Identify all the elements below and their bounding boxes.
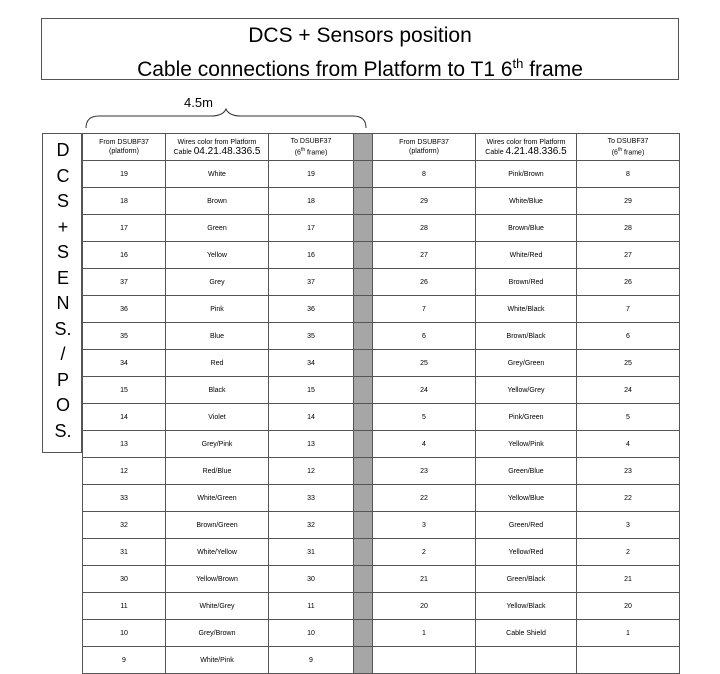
cell-to-pin-right: 4 [577,431,680,458]
cell-from-pin-right: 6 [373,323,476,350]
cell-wire-color-left: Brown/Green [166,512,269,539]
cell-to-pin-right: 28 [577,215,680,242]
cell-wire-color-left: White/Grey [166,593,269,620]
cell-from-pin-right: 2 [373,539,476,566]
cell-to-pin-left: 17 [269,215,354,242]
cell-from-pin-right: 1 [373,620,476,647]
cell-wire-color-left: Grey [166,269,269,296]
cell-to-pin-right: 23 [577,458,680,485]
cell-wire-color-right: Green/Red [476,512,577,539]
separator-cell [354,593,373,620]
table-header-row [83,134,680,161]
cell-from-pin-right: 3 [373,512,476,539]
cell-from-pin-right: 25 [373,350,476,377]
separator-cell [354,296,373,323]
cell-to-pin-right: 21 [577,566,680,593]
cell-from-pin-left: 30 [83,566,166,593]
table-row [83,566,680,593]
cell-to-pin-right: 8 [577,161,680,188]
cell-from-pin-left: 34 [83,350,166,377]
vertical-label-letter: N [56,293,70,313]
cell-from-pin-left: 13 [83,431,166,458]
cell-from-pin-right: 27 [373,242,476,269]
cell-wire-color-left: Pink [166,296,269,323]
cell-from-pin-right [373,647,476,674]
cell-from-pin-left: 10 [83,620,166,647]
cell-wire-color-right: Brown/Blue [476,215,577,242]
cell-from-pin-right: 28 [373,215,476,242]
cell-to-pin-right: 26 [577,269,680,296]
cell-from-pin-right: 4 [373,431,476,458]
separator-cell [354,620,373,647]
cell-to-pin-right: 25 [577,350,680,377]
vertical-label-letter: O [55,395,70,415]
header-to-right: To DSUBF37 (6th frame) [577,134,680,161]
cell-wire-color-right: Yellow/Red [476,539,577,566]
cell-wire-color-right [476,647,577,674]
cell-wire-color-right: Grey/Green [476,350,577,377]
cell-from-pin-right: 21 [373,566,476,593]
cell-wire-color-right: Yellow/Pink [476,431,577,458]
cell-from-pin-left: 17 [83,215,166,242]
cell-to-pin-right: 6 [577,323,680,350]
separator-cell [354,566,373,593]
cell-to-pin-right [577,647,680,674]
cell-from-pin-left: 9 [83,647,166,674]
vertical-label-letter: S. [54,420,72,441]
vertical-label-letter: S. [54,318,72,339]
cell-to-pin-left: 33 [269,485,354,512]
cell-from-pin-left: 14 [83,404,166,431]
vertical-label [42,133,82,453]
cell-wire-color-right: Brown/Black [476,323,577,350]
table-row [83,647,680,674]
cell-to-pin-right: 7 [577,296,680,323]
cell-wire-color-left: Blue [166,323,269,350]
cell-to-pin-left: 13 [269,431,354,458]
cell-wire-color-right: Green/Black [476,566,577,593]
separator-cell [354,215,373,242]
separator-column [354,134,373,161]
cell-from-pin-left: 15 [83,377,166,404]
cell-to-pin-left: 34 [269,350,354,377]
cell-from-pin-left: 37 [83,269,166,296]
cell-from-pin-left: 16 [83,242,166,269]
table-row [83,296,680,323]
separator-cell [354,188,373,215]
vertical-label-letter: E [56,267,69,288]
cell-to-pin-right: 3 [577,512,680,539]
cell-from-pin-right: 20 [373,593,476,620]
cable-table [82,133,680,674]
table-row [83,404,680,431]
cell-wire-color-left: Green [166,215,269,242]
cell-from-pin-right: 26 [373,269,476,296]
table-row [83,512,680,539]
cell-wire-color-left: White [166,161,269,188]
cell-wire-color-right: White/Blue [476,188,577,215]
cell-to-pin-left: 16 [269,242,354,269]
separator-cell [354,431,373,458]
cell-to-pin-right: 1 [577,620,680,647]
cell-wire-color-right: Yellow/Grey [476,377,577,404]
cell-from-pin-right: 29 [373,188,476,215]
cell-from-pin-left: 18 [83,188,166,215]
cell-from-pin-left: 11 [83,593,166,620]
cell-wire-color-right: Pink/Green [476,404,577,431]
vertical-label-letter: S [56,242,69,262]
cell-wire-color-left: Grey/Pink [166,431,269,458]
cell-to-pin-left: 35 [269,323,354,350]
cell-to-pin-right: 5 [577,404,680,431]
cell-wire-color-left: Black [166,377,269,404]
table-row [83,539,680,566]
separator-cell [354,485,373,512]
table-row [83,485,680,512]
cell-from-pin-left: 33 [83,485,166,512]
cell-wire-color-left: Brown [166,188,269,215]
cell-to-pin-left: 15 [269,377,354,404]
header-wire-left: Wires color from Platform Cable 04.21.48.336.5 [166,134,269,161]
table-row [83,377,680,404]
table-row [83,215,680,242]
cell-from-pin-right: 24 [373,377,476,404]
cell-to-pin-right: 29 [577,188,680,215]
title-line-2: Cable connections from Platform to T1 6th frame [137,56,583,81]
cell-wire-color-left: White/Pink [166,647,269,674]
cell-to-pin-left: 19 [269,161,354,188]
cell-to-pin-left: 10 [269,620,354,647]
cell-wire-color-left: White/Green [166,485,269,512]
cell-wire-color-left: Yellow [166,242,269,269]
cell-from-pin-left: 31 [83,539,166,566]
header-from-left: From DSUBF37 (platform) [83,134,166,161]
dimension-brace [85,108,367,130]
separator-cell [354,647,373,674]
cell-from-pin-right: 23 [373,458,476,485]
separator-cell [354,350,373,377]
cell-to-pin-right: 22 [577,485,680,512]
vertical-label-letter: C [56,165,70,186]
vertical-label-letter: S [56,191,69,211]
separator-cell [354,242,373,269]
cell-from-pin-left: 35 [83,323,166,350]
vertical-label-letter: P [56,369,69,390]
cell-to-pin-right: 27 [577,242,680,269]
cell-wire-color-right: Brown/Red [476,269,577,296]
cell-to-pin-right: 20 [577,593,680,620]
separator-cell [354,512,373,539]
cell-to-pin-left: 11 [269,593,354,620]
cell-wire-color-right: White/Black [476,296,577,323]
cell-from-pin-right: 22 [373,485,476,512]
title-box [41,18,679,80]
cell-to-pin-left: 37 [269,269,354,296]
dimension-label: 4.5m [184,95,213,110]
header-to-left: To DSUBF37 (6th frame) [269,134,354,161]
cell-from-pin-left: 19 [83,161,166,188]
cell-to-pin-left: 18 [269,188,354,215]
separator-cell [354,269,373,296]
cell-wire-color-left: Grey/Brown [166,620,269,647]
cell-wire-color-right: Yellow/Black [476,593,577,620]
table-row [83,350,680,377]
cell-wire-color-right: White/Red [476,242,577,269]
cell-from-pin-left: 36 [83,296,166,323]
separator-cell [354,377,373,404]
cell-wire-color-left: Red/Blue [166,458,269,485]
table-row [83,593,680,620]
cell-wire-color-right: Pink/Brown [476,161,577,188]
cell-to-pin-left: 12 [269,458,354,485]
table-row [83,458,680,485]
cell-wire-color-right: Yellow/Blue [476,485,577,512]
separator-cell [354,323,373,350]
table-row [83,188,680,215]
table-row [83,161,680,188]
cell-wire-color-left: White/Yellow [166,539,269,566]
vertical-label-letter: / [60,344,66,364]
table-row [83,620,680,647]
cell-from-pin-left: 12 [83,458,166,485]
separator-cell [354,458,373,485]
table-row [83,242,680,269]
header-wire-right: Wires color from Platform Cable 4.21.48.336.5 [476,134,577,161]
cell-to-pin-left: 36 [269,296,354,323]
separator-cell [354,539,373,566]
cell-to-pin-left: 30 [269,566,354,593]
cell-from-pin-left: 32 [83,512,166,539]
cell-wire-color-right: Cable Shield [476,620,577,647]
cell-wire-color-left: Yellow/Brown [166,566,269,593]
table-row [83,323,680,350]
cell-from-pin-right: 8 [373,161,476,188]
cell-to-pin-left: 32 [269,512,354,539]
separator-cell [354,161,373,188]
separator-cell [354,404,373,431]
cell-from-pin-right: 7 [373,296,476,323]
cell-to-pin-left: 9 [269,647,354,674]
table-row [83,431,680,458]
vertical-label-letter: + [57,216,69,237]
header-from-right: From DSUBF37 (platform) [373,134,476,161]
cell-from-pin-right: 5 [373,404,476,431]
cell-to-pin-left: 14 [269,404,354,431]
cell-to-pin-right: 24 [577,377,680,404]
cell-to-pin-left: 31 [269,539,354,566]
title-line-1: DCS + Sensors position [248,24,472,47]
cell-to-pin-right: 2 [577,539,680,566]
cell-wire-color-left: Red [166,350,269,377]
cell-wire-color-right: Green/Blue [476,458,577,485]
table-row [83,269,680,296]
cell-wire-color-left: Violet [166,404,269,431]
vertical-label-letter: D [56,140,70,160]
